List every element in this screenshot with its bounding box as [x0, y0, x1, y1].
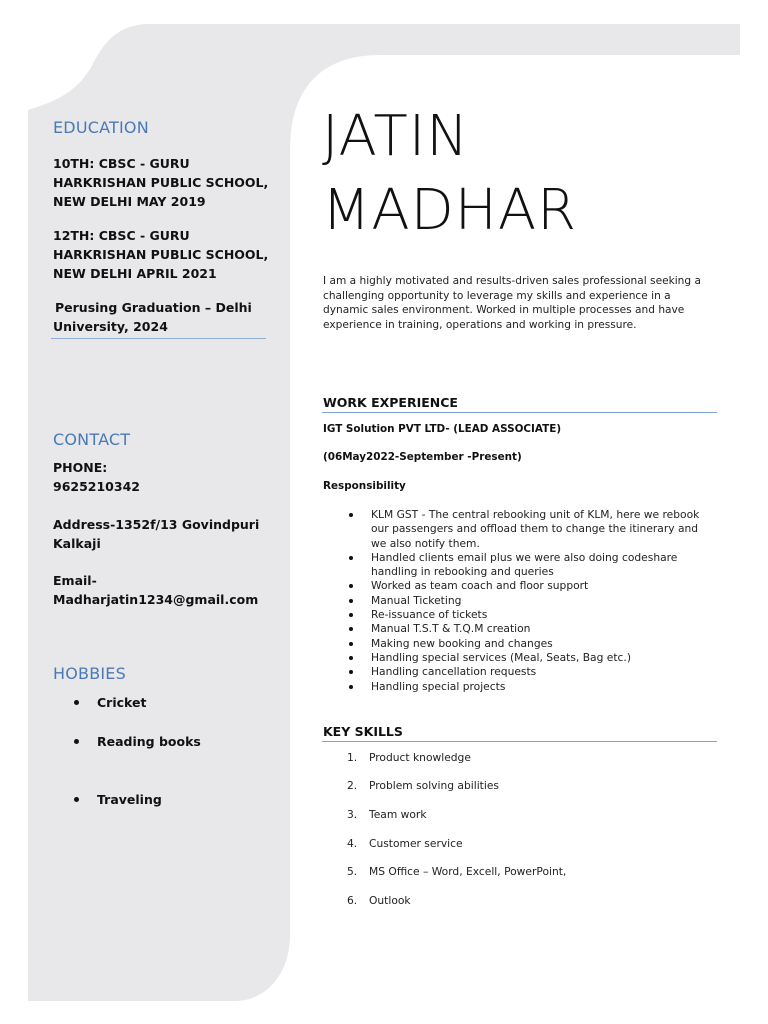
skill-number: 2.: [347, 779, 358, 792]
skill-label: Outlook: [369, 894, 411, 907]
hobby-label: Reading books: [97, 734, 201, 749]
skill-item: [347, 865, 567, 878]
education-item-12th: 12TH: CBSC - GURU HARKRISHAN PUBLIC SCHOOL, NEW DELHI APRIL 2021: [53, 228, 269, 281]
responsibility-item: Manual T.S.T & T.Q.M creation: [371, 622, 716, 636]
hobby-label: Traveling: [97, 792, 162, 807]
skill-item: [347, 779, 499, 792]
responsibility-item: Handling special projects: [371, 680, 716, 694]
hobby-item: [97, 693, 146, 712]
responsibility-item: Handling special services (Meal, Seats, Bag etc.): [371, 651, 716, 665]
skill-item: [347, 894, 411, 907]
skill-label: Team work: [369, 808, 427, 821]
name-last: MADHAR: [322, 178, 578, 243]
skill-number: 5.: [347, 865, 358, 878]
responsibility-item: Handled clients email plus we were also doing codeshare handling in rebooking and queries: [371, 551, 716, 580]
bullet-icon: [74, 739, 79, 744]
responsibility-list: [371, 508, 716, 694]
skill-item: [347, 808, 427, 821]
skill-label: MS Office – Word, Excell, PowerPoint,: [369, 865, 567, 878]
key-skills-title: KEY SKILLS: [323, 724, 403, 739]
contact-phone-label: PHONE:: [53, 460, 108, 475]
contact-title: CONTACT: [53, 430, 131, 449]
contact-email-label: Email-: [53, 573, 97, 588]
responsibility-item: Handling cancellation requests: [371, 665, 716, 679]
work-responsibility-label: Responsibility: [323, 480, 406, 492]
work-experience-title: WORK EXPERIENCE: [323, 395, 458, 410]
hobby-item: [97, 732, 201, 751]
skill-number: 3.: [347, 808, 358, 821]
skill-label: Product knowledge: [369, 751, 471, 764]
skill-number: 4.: [347, 837, 358, 850]
education-divider: [51, 338, 266, 339]
education-title: EDUCATION: [53, 118, 149, 137]
responsibility-item: Worked as team coach and floor support: [371, 579, 716, 593]
key-skills-rule: [322, 741, 717, 742]
summary-text: I am a highly motivated and results-driven sales professional seeking a challenging opportunity to leverage my skills and experience in a dynamic sales environment. Worked in multiple processes and have experience in training, operations and working in pressure.: [323, 275, 701, 331]
contact-address-line2: Kalkaji: [53, 536, 101, 551]
work-experience-rule: [322, 412, 717, 413]
education-item-graduation: Perusing Graduation – Delhi University, 2024: [53, 300, 252, 334]
hobby-label: Cricket: [97, 695, 147, 710]
bullet-icon: [74, 797, 79, 802]
bullet-icon: [74, 700, 79, 705]
skill-number: 1.: [347, 751, 358, 764]
skill-item: [347, 751, 471, 764]
contact-address-line1: Address-1352f/13 Govindpuri: [53, 517, 260, 532]
work-company: IGT Solution PVT LTD- (LEAD ASSOCIATE): [323, 423, 562, 435]
skill-label: Customer service: [369, 837, 463, 850]
skill-label: Problem solving abilities: [369, 779, 499, 792]
responsibility-item: KLM GST - The central rebooking unit of KLM, here we rebook our passengers and offload them to change the itinerary and we also notify them.: [371, 508, 716, 551]
name-first: JATIN: [322, 104, 470, 169]
skill-number: 6.: [347, 894, 358, 907]
hobby-item: [97, 790, 162, 809]
skill-item: [347, 837, 463, 850]
hobbies-title: HOBBIES: [53, 664, 126, 683]
responsibility-item: Re-issuance of tickets: [371, 608, 716, 622]
responsibility-item: Manual Ticketing: [371, 594, 716, 608]
responsibility-item: Making new booking and changes: [371, 637, 716, 651]
contact-phone: 9625210342: [53, 479, 140, 494]
work-dates: (06May2022-September -Present): [323, 451, 522, 463]
contact-email: Madharjatin1234@gmail.com: [53, 592, 259, 607]
education-item-10th: 10TH: CBSC - GURU HARKRISHAN PUBLIC SCHOOL, NEW DELHI MAY 2019: [53, 156, 269, 209]
